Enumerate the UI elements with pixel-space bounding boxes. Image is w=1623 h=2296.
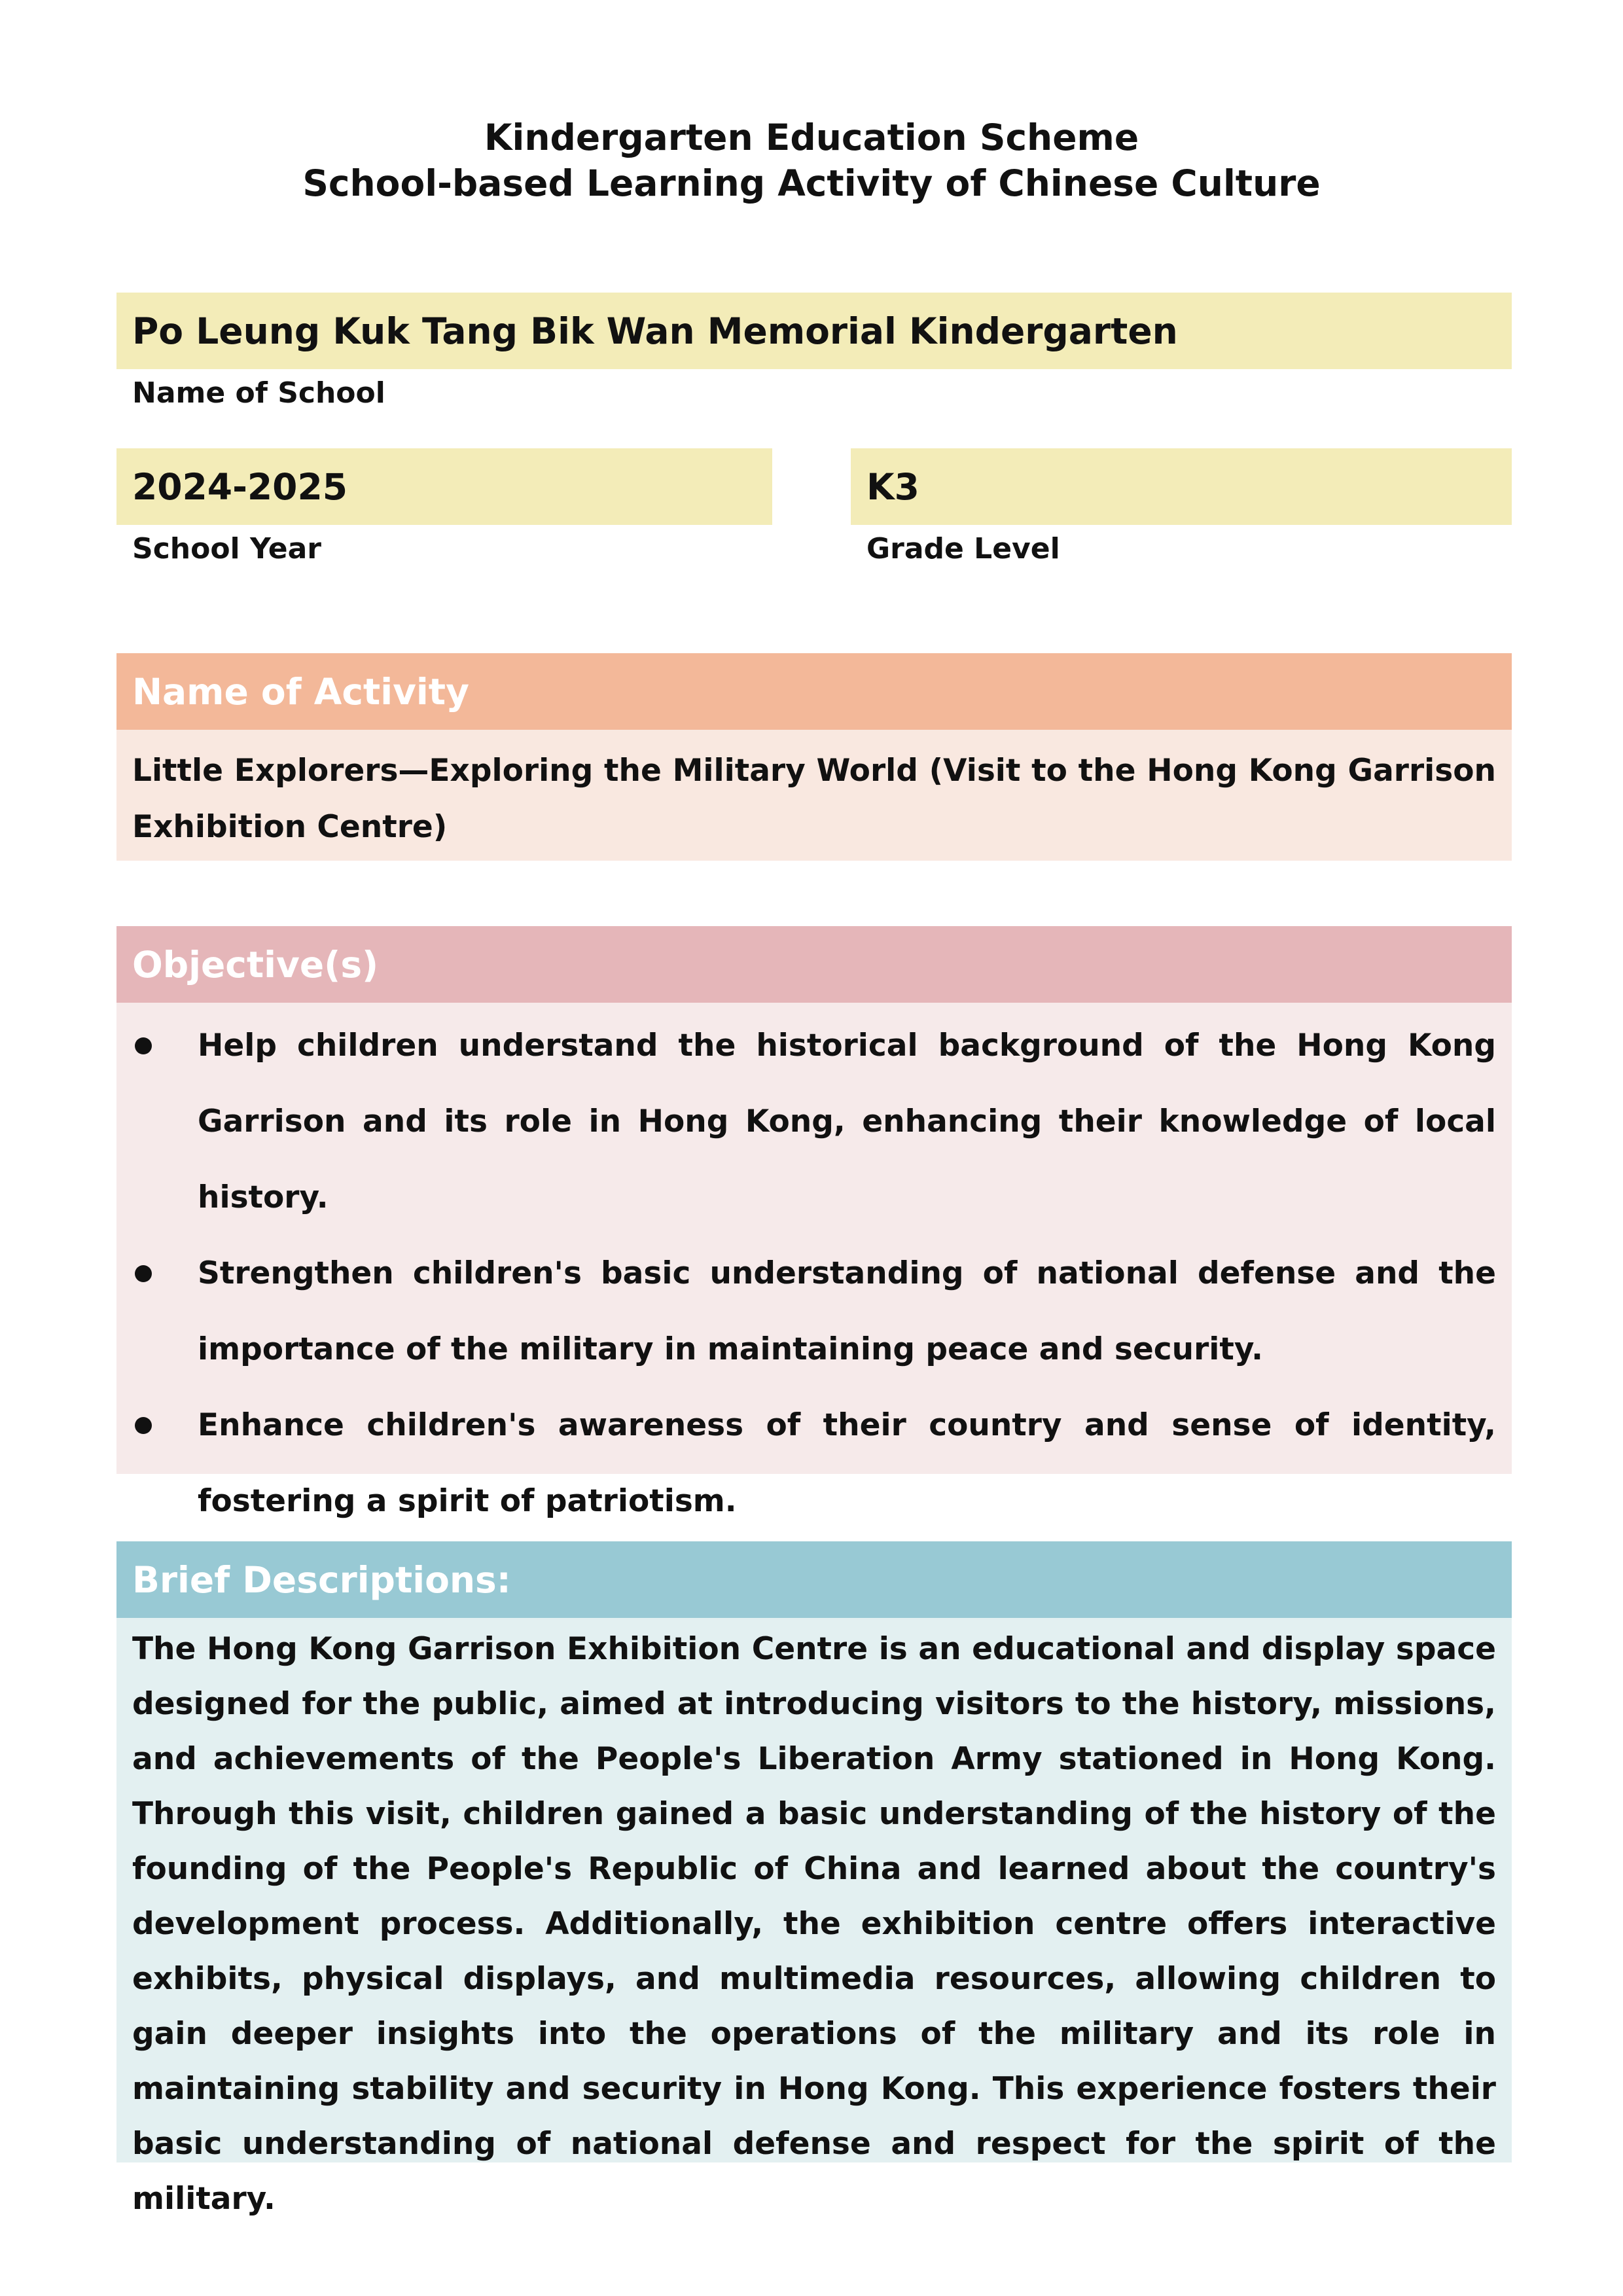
bullet-icon	[135, 1265, 152, 1282]
brief-description: The Hong Kong Garrison Exhibition Centre is an educational and display space designed for the public, aimed at introducing visitors to the history, missions, and achievements of the People's Liberation Army stationed in Hong Kong. Through this visit, children gained a basic understanding of the history of the founding of the People's Republic of China and learned about the country's development process. Additionally, the exhibition centre offers interactive exhibits, physical displays, and multimedia resources, allowing children to gain deeper insights into the operations of the military and its role in maintaining stability and security in Hong Kong. This experience fosters their basic understanding of national defense and respect for the spirit of the military.	[116, 1618, 1512, 2162]
grade-level-label: Grade Level	[866, 532, 1060, 565]
objective-item	[132, 1236, 1496, 1388]
objectives-list	[116, 1003, 1512, 1519]
header-line-2: School-based Learning Activity of Chinese Culture	[302, 162, 1321, 204]
brief-heading-text: Brief Descriptions:	[132, 1558, 511, 1601]
school-name-label: Name of School	[132, 376, 385, 410]
activity-heading-text: Name of Activity	[132, 670, 469, 713]
objective-item	[132, 1388, 1496, 1539]
school-name-field	[116, 293, 1512, 369]
header-line-1: Kindergarten Education Scheme	[484, 117, 1139, 158]
grade-level-value: K3	[866, 465, 919, 508]
school-year-value: 2024-2025	[132, 465, 348, 508]
objectives-heading-text: Objective(s)	[132, 943, 379, 986]
objective-text: Help children understand the historical background of the Hong Kong Garrison and its role in Hong Kong, enhancing their knowledge of local history.	[198, 1028, 1496, 1215]
school-year-field	[116, 448, 772, 525]
school-name-value: Po Leung Kuk Tang Bik Wan Memorial Kindergarten	[132, 310, 1178, 352]
activity-heading	[116, 653, 1512, 730]
bullet-icon	[135, 1417, 152, 1434]
grade-level-field	[851, 448, 1512, 525]
brief-heading	[116, 1541, 1512, 1618]
school-year-label: School Year	[132, 532, 322, 565]
objective-item	[132, 1008, 1496, 1236]
bullet-icon	[135, 1037, 152, 1054]
objective-text: Enhance children's awareness of their country and sense of identity, fostering a spirit of patriotism.	[198, 1407, 1496, 1519]
activity-name: Little Explorers—Exploring the Military World (Visit to the Hong Kong Garrison Exhibition Centre)	[116, 730, 1512, 861]
document-header	[0, 115, 1623, 206]
objective-text: Strengthen children's basic understanding of national defense and the importance of the military in maintaining peace and security.	[198, 1255, 1496, 1367]
objectives-heading	[116, 926, 1512, 1003]
